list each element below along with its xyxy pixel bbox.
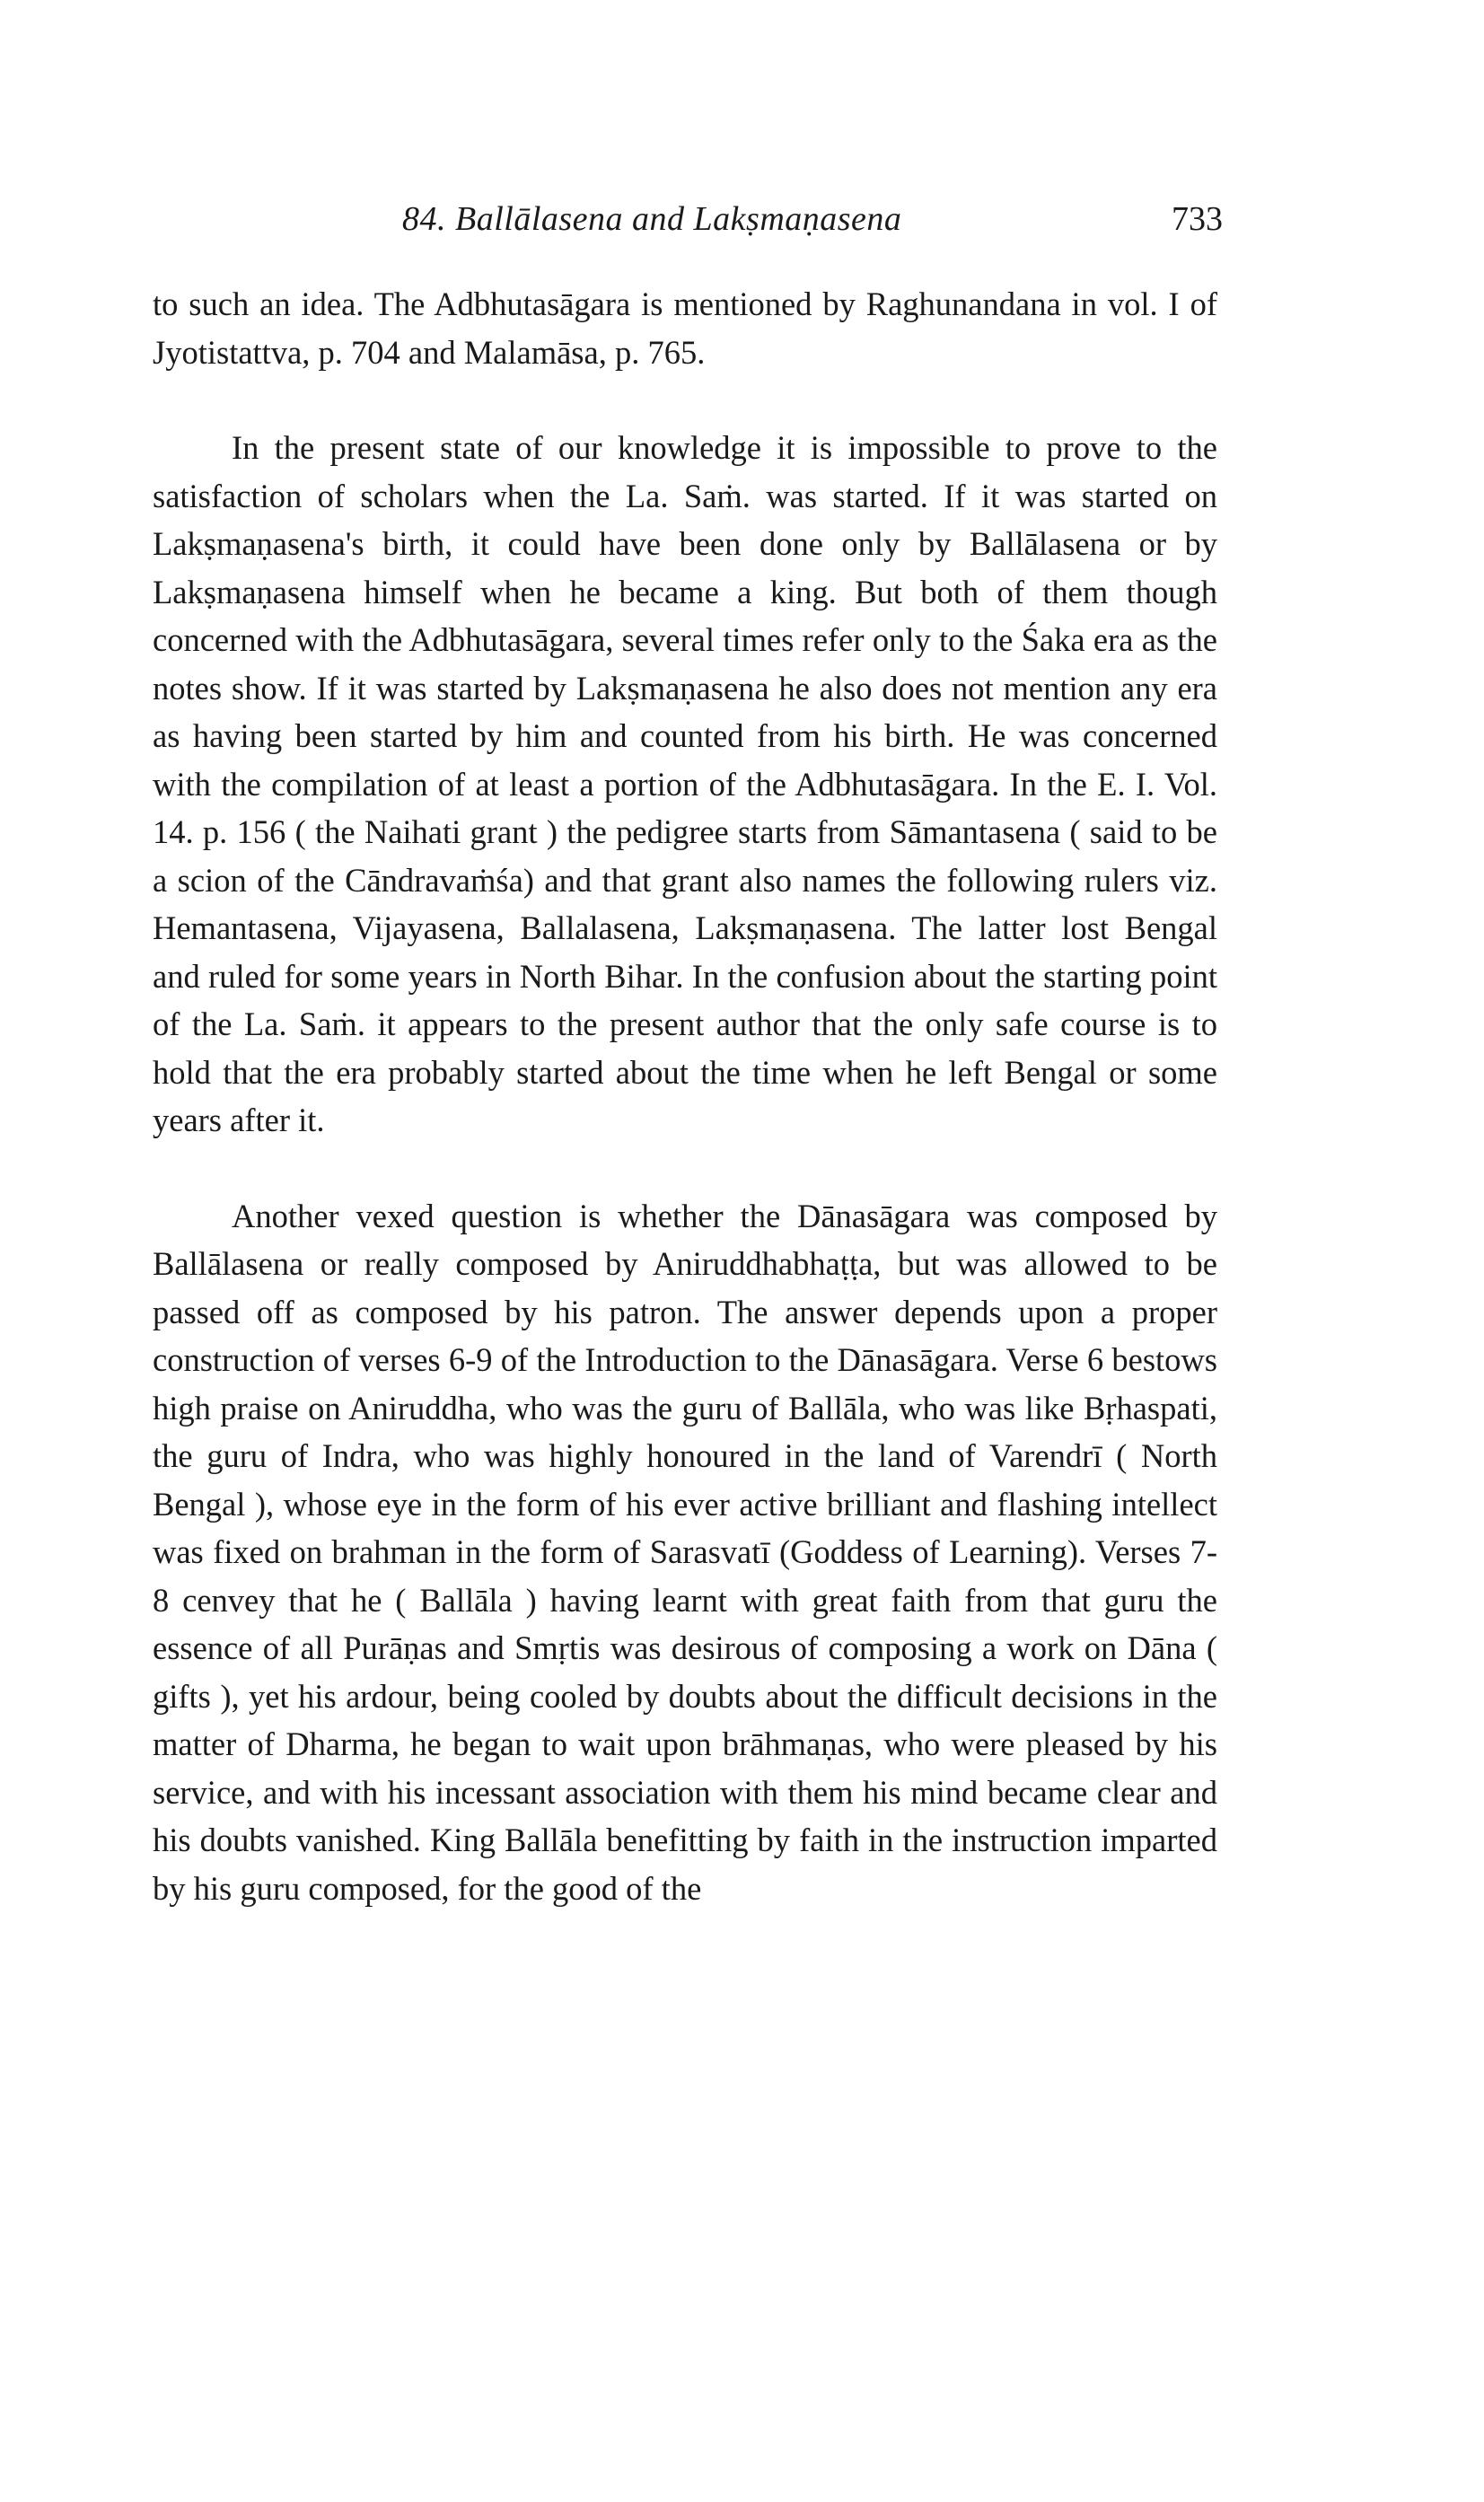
paragraph-danasagara-authorship: Another vexed question is whether the Dānasāgara was composed by Ballālasena or really composed by Aniruddhabhaṭṭa, but was allowed to be passed off as composed by his patron. The answer depends upon a proper construction of verses 6-9 of the Introduction to the Dānasāgara. Verse 6 bestows high praise on Aniruddha, who was the guru of Ballāla, who was like Bṛhaspati, the guru of Indra, who was highly honoured in the land of Varendrī ( North Bengal ), whose eye in the form of his ever active brilliant and flashing intellect was fixed on brahman in the form of Sarasvatī (Goddess of Learning). Verses 7-8 cenvey that he ( Ballāla ) having learnt with great faith from that guru the essence of all Purāṇas and Smṛtis was desirous of composing a work on Dāna ( gifts ), yet his ardour, being cooled by doubts about the difficult decisions in the matter of Dharma, he began to wait upon brāhmaṇas, who were pleased by his service, and with his incessant association with them his mind became clear and his doubts vanished. King Ballāla benefitting by faith in the instruction imparted by his guru composed, for the good of the: [153, 1197, 1217, 1907]
running-title: 84. Ballālasena and Lakṣmaṇasena: [402, 200, 902, 238]
body-text: [153, 280, 1217, 1912]
page-number: 733: [1172, 200, 1223, 238]
paragraph-gap: [153, 1145, 1217, 1192]
page-header: [402, 199, 1228, 253]
paragraph-continuation: to such an idea. The Adbhutasāgara is mentioned by Raghunandana in vol. I of Jyotistattva, p. 704 and Malamāsa, p. 765.: [153, 285, 1217, 371]
paragraph-la-sam-origin: In the present state of our knowledge it is impossible to prove to the satisfaction of scholars when the La. Saṁ. was started. If it was started on Lakṣmaṇasena's birth, it could have been done only by Ballālasena or by Lakṣmaṇasena himself when he became a king. But both of them though concerned with the Adbhutasāgara, several times refer only to the Śaka era as the notes show. If it was started by Lakṣmaṇasena he also does not mention any era as having been started by him and counted from his birth. He was concerned with the compilation of at least a portion of the Adbhutasāgara. In the E. I. Vol. 14. p. 156 ( the Naihati grant ) the pedigree starts from Sāmantasena ( said to be a scion of the Cāndravaṁśa) and that grant also names the following rulers viz. Hemantasena, Vijayasena, Ballalasena, Lakṣmaṇasena. The latter lost Bengal and ruled for some years in North Bihar. In the confusion about the starting point of the La. Saṁ. it appears to the present author that the only safe course is to hold that the era probably started about the time when he left Bengal or some years after it.: [153, 429, 1217, 1138]
